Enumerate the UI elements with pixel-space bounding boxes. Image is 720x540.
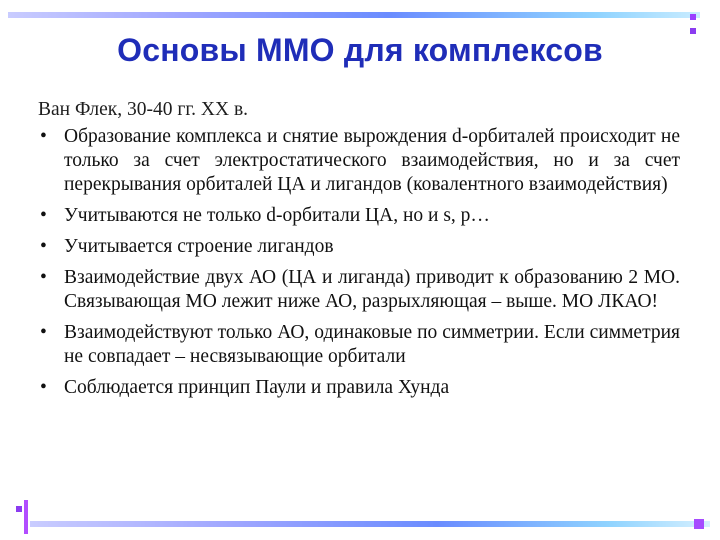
- list-item: [38, 321, 680, 369]
- bullet-icon: •: [40, 126, 47, 147]
- list-item: [38, 376, 680, 400]
- list-item: [38, 125, 680, 197]
- top-decorative-square: [690, 14, 696, 20]
- slide-title: Основы ММО для комплексов: [117, 32, 603, 68]
- list-item: [38, 235, 680, 259]
- bullet-icon: •: [40, 267, 47, 288]
- list-item: [38, 266, 680, 314]
- list-item-text: Взаимодействие двух АО (ЦА и лиганда) приводит к образованию 2 МО. Связывающая МО лежит ниже АО, разрыхляющая – выше. МО ЛКАО!: [64, 267, 680, 312]
- list-item-text: Образование комплекса и снятие вырождения d-орбиталей происходит не только за счет электростатического взаимодействия, но и за счет перекрывания орбиталей ЦА и лигандов (ковалентного взаимодействия): [64, 126, 680, 195]
- list-item-text: Учитываются не только d-орбитали ЦА, но и s, p…: [64, 205, 490, 226]
- bullet-icon: •: [40, 322, 47, 343]
- bottom-left-decorative-bar: [24, 500, 28, 534]
- list-item-text: Взаимодействуют только АО, одинаковые по симметрии. Если симметрия не совпадает – несвязывающие орбитали: [64, 322, 680, 367]
- list-item-text: Учитывается строение лигандов: [64, 236, 334, 257]
- top-decorative-bar: [8, 12, 700, 18]
- bullet-icon: •: [40, 236, 47, 257]
- bottom-decorative-square: [16, 506, 22, 512]
- bottom-right-decorative-square: [694, 519, 704, 529]
- list-item-text: Соблюдается принцип Паули и правила Хунда: [64, 377, 450, 398]
- bullet-icon: •: [40, 377, 47, 398]
- list-item: [38, 204, 680, 228]
- bullet-icon: •: [40, 205, 47, 226]
- slide-subheading: Ван Флек, 30-40 гг. XX в.: [38, 99, 249, 120]
- bottom-decorative-bar: [30, 521, 710, 527]
- slide-content: [38, 98, 680, 407]
- bullet-list: [38, 125, 680, 400]
